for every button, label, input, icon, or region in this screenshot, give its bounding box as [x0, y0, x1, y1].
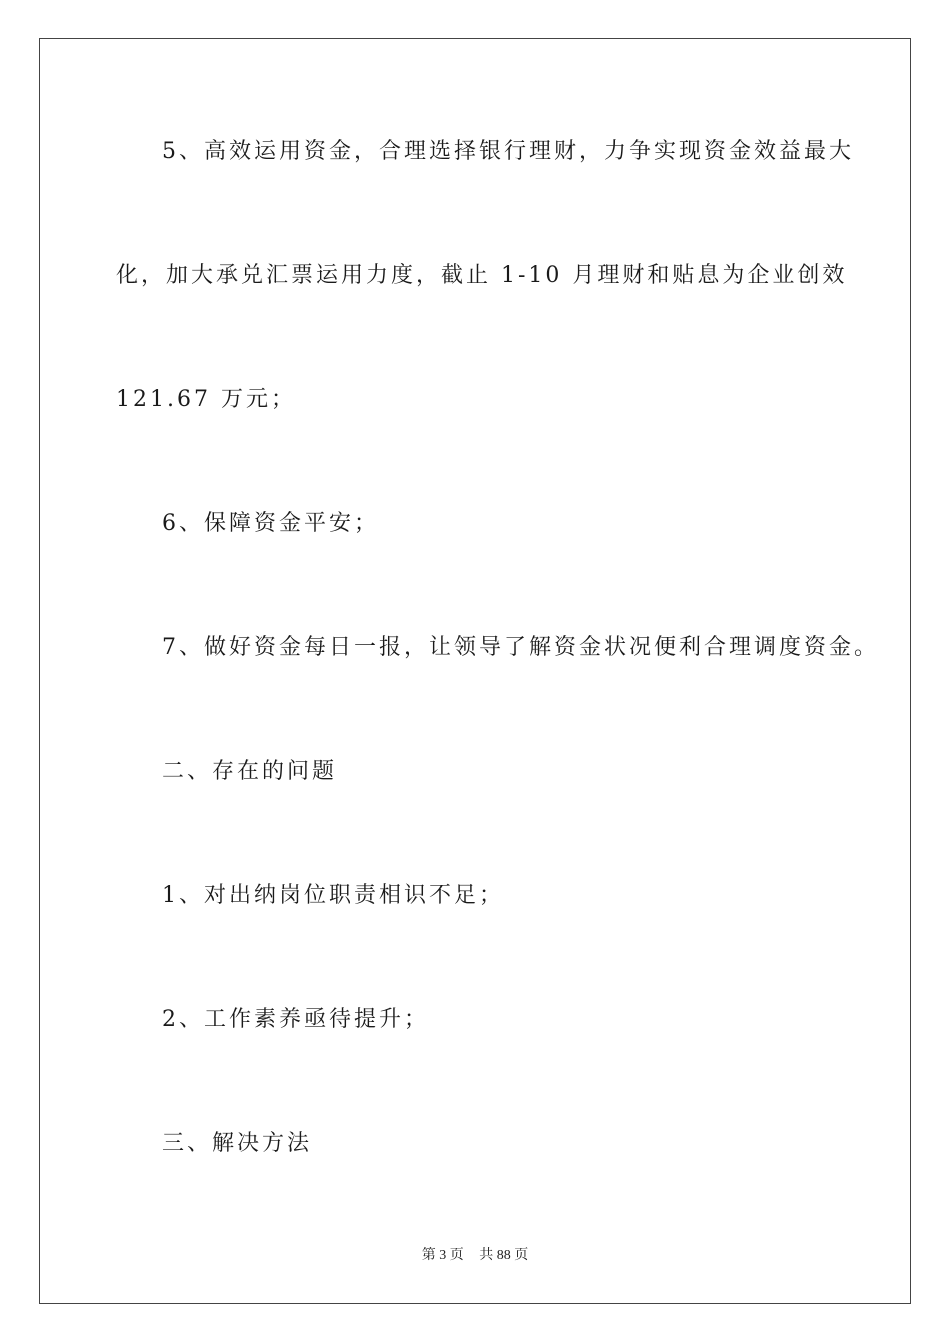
section-heading-solutions: 三、解决方法	[162, 1131, 313, 1156]
section-heading-problems: 二、存在的问题	[162, 759, 338, 784]
page-total: 共 88 页	[479, 1248, 529, 1263]
problem-item-1: 1、对出纳岗位职责相识不足；	[162, 883, 504, 908]
page-border	[39, 38, 911, 1304]
paragraph-item-5-continued: 化，加大承兑汇票运用力度，截止 1-10 月理财和贴息为企业创效	[116, 263, 848, 288]
page-footer	[0, 1246, 950, 1266]
paragraph-item-5: 5、高效运用资金，合理选择银行理财，力争实现资金效益最大	[162, 139, 854, 164]
paragraph-item-7: 7、做好资金每日一报，让领导了解资金状况便利合理调度资金。	[162, 635, 879, 660]
paragraph-item-6: 6、保障资金平安；	[162, 511, 379, 536]
problem-item-2: 2、工作素养亟待提升；	[162, 1007, 429, 1032]
paragraph-item-5-amount: 121.67 万元；	[116, 387, 296, 412]
page-number: 第 3 页	[421, 1248, 464, 1263]
